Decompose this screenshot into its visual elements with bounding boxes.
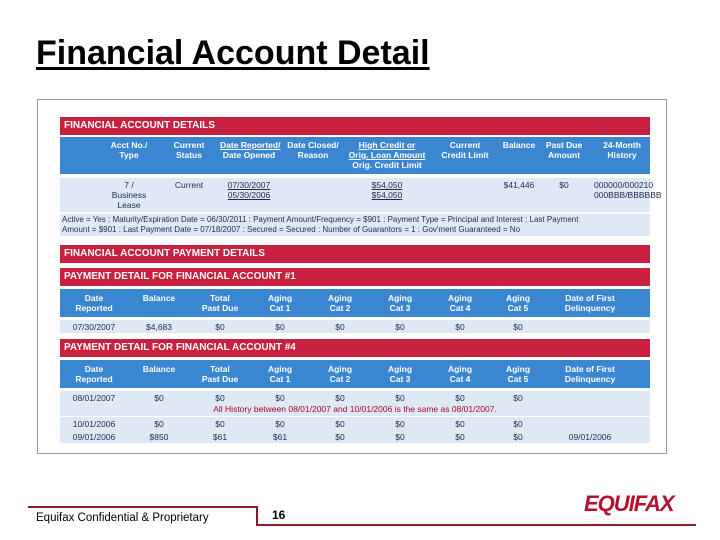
account-header-cell-8-line-1: History — [607, 150, 637, 160]
account4-header-cell-2-line-1: Past Due — [201, 374, 239, 384]
account4-header-cell-4-line-0: Aging — [327, 364, 353, 374]
account4-row-2-4 — [316, 432, 364, 442]
account-header-cell-4-line-1: Orig. Loan Amount — [348, 150, 426, 160]
account-header-cell-2-line-1: Date Opened — [222, 150, 276, 160]
account-row-cell-2-line-0: 07/30/2007 — [227, 180, 271, 190]
account1-row-0-7-line-0: $0 — [513, 322, 523, 332]
table-row — [60, 417, 650, 430]
account4-row-2-5 — [376, 432, 424, 442]
account4-row-2-2 — [188, 432, 252, 442]
footer-divider-vertical — [256, 506, 258, 526]
account4-row-2-1 — [132, 432, 186, 442]
account1-row-0-2-line-0: $0 — [215, 322, 225, 332]
account-row-cell-8-line-0: 000000/000210 — [594, 180, 654, 190]
account1-header-cell-5-line-0: Aging — [387, 293, 413, 303]
account4-row-1-7-line-0: $0 — [513, 419, 523, 429]
account-header-cell-1-line-1: Status — [176, 150, 202, 160]
account4-row-1-0 — [62, 419, 126, 429]
account1-band: PAYMENT DETAIL FOR FINANCIAL ACCOUNT #1 — [60, 268, 650, 286]
account1-row-0-4-line-0: $0 — [335, 322, 345, 332]
account4-row-2-6-line-0: $0 — [455, 432, 465, 442]
account4-row-0-2 — [188, 393, 252, 403]
report-frame — [37, 99, 667, 454]
account4-row-1-5 — [376, 419, 424, 429]
all-history-note: All History between 08/01/2007 and 10/01/2006 is the same as 08/01/2007. — [60, 404, 650, 416]
account1-header-cell-3-line-0: Aging — [267, 293, 293, 303]
account1-row-0-4 — [316, 322, 364, 332]
account4-header-cell-2-line-0: Total — [210, 364, 230, 374]
account-header-cell-8 — [594, 140, 650, 160]
account-row-cell-4-line-1: $54,050 — [371, 190, 403, 200]
account4-header-cell-0 — [62, 364, 126, 384]
account4-row-1-5-line-0: $0 — [395, 419, 405, 429]
account-header-cell-4-line-0: High Credit or — [358, 140, 416, 150]
account4-row-0-3-line-0: $0 — [275, 393, 285, 403]
account4-row-1-0-line-0: 10/01/2006 — [72, 419, 116, 429]
account4-row-0-1 — [132, 393, 186, 403]
account-header-cell-0 — [104, 140, 154, 160]
account1-row-0-5 — [376, 322, 424, 332]
account4-header — [60, 360, 650, 388]
account-header-cell-7-line-1: Amount — [547, 150, 581, 160]
account4-header-cell-8 — [548, 364, 632, 384]
account-row-cell-2 — [220, 180, 278, 200]
account1-header-cell-4-line-1: Cat 2 — [329, 303, 351, 313]
account4-header-cell-1 — [132, 364, 186, 374]
account-row-cell-1-line-0: Current — [174, 180, 204, 190]
account1-header-cell-7-line-0: Aging — [505, 293, 531, 303]
account1-row-0-0 — [62, 322, 126, 332]
account4-band: PAYMENT DETAIL FOR FINANCIAL ACCOUNT #4 — [60, 339, 650, 357]
account4-row-0-1-line-0: $0 — [154, 393, 164, 403]
account-header-cell-7-line-0: Past Due — [545, 140, 583, 150]
account1-row-0-5-line-0: $0 — [395, 322, 405, 332]
account-row-cell-6-line-0: $41,446 — [503, 180, 535, 190]
account-details-band: FINANCIAL ACCOUNT DETAILS — [60, 117, 650, 135]
account1-row-0-0-line-0: 07/30/2007 — [72, 322, 116, 332]
account1-row-0-2 — [188, 322, 252, 332]
account4-row-0-5 — [376, 393, 424, 403]
footer-divider — [28, 506, 256, 508]
account4-header-cell-5-line-1: Cat 3 — [389, 374, 411, 384]
account1-row-0-7 — [494, 322, 542, 332]
account4-header-cell-1-line-0: Balance — [142, 364, 176, 374]
account1-header-cell-3-line-1: Cat 1 — [269, 303, 291, 313]
account4-header-cell-5 — [376, 364, 424, 384]
account4-row-2-8-line-0: 09/01/2006 — [568, 432, 612, 442]
account4-row-0-7-line-0: $0 — [513, 393, 523, 403]
account-header-cell-5-line-0: Current — [449, 140, 481, 150]
account1-header-cell-4 — [316, 293, 364, 313]
account4-row-0-2-line-0: $0 — [215, 393, 225, 403]
account1-header-cell-8-line-0: Date of First — [565, 293, 615, 303]
account-row-cell-6 — [498, 180, 540, 190]
account1-header-cell-3 — [256, 293, 304, 313]
account-header-cell-3-line-0: Date Closed/ — [287, 140, 339, 150]
account-header-cell-7 — [542, 140, 586, 160]
account4-header-cell-7-line-1: Cat 5 — [507, 374, 529, 384]
account4-row-0-6 — [436, 393, 484, 403]
account4-row-0-7 — [494, 393, 542, 403]
account-row-cell-4 — [346, 180, 428, 200]
account4-row-2-3-line-0: $61 — [272, 432, 288, 442]
account4-row-2-6 — [436, 432, 484, 442]
account1-header-cell-2 — [188, 293, 252, 313]
account1-header-cell-6-line-1: Cat 4 — [449, 303, 471, 313]
account4-row-0-3 — [256, 393, 304, 403]
equifax-logo: EQUIFAX — [584, 491, 674, 516]
footer-text: Equifax Confidential & Proprietary — [36, 512, 209, 524]
account1-header-cell-2-line-1: Past Due — [201, 303, 239, 313]
note-line-1: Active = Yes : Maturity/Expiration Date = 06/30/2011 : Payment Amount/Frequency = $901 : Payment Type = Principal and Interest : Last Payment — [62, 215, 579, 224]
account1-row-0-1 — [132, 322, 186, 332]
account4-row-0-4 — [316, 393, 364, 403]
table-row — [60, 391, 650, 404]
account4-header-cell-5-line-0: Aging — [387, 364, 413, 374]
account4-header-cell-0-line-1: Reported — [75, 374, 113, 384]
account1-header-cell-0 — [62, 293, 126, 313]
account-row-cell-4-line-0: $54,050 — [371, 180, 403, 190]
account4-header-cell-6-line-1: Cat 4 — [449, 374, 471, 384]
account4-header-cell-3 — [256, 364, 304, 384]
account4-header-cell-7 — [494, 364, 542, 384]
account-header-cell-3-line-1: Reason — [297, 150, 329, 160]
account-header-cell-1 — [164, 140, 214, 160]
account4-row-2-2-line-0: $61 — [212, 432, 228, 442]
account4-row-2-1-line-0: $850 — [149, 432, 169, 442]
account1-header-cell-8 — [548, 293, 632, 313]
account4-row-2-8 — [548, 432, 632, 442]
account-header-cell-0-line-1: Type — [119, 150, 139, 160]
account4-row-1-6 — [436, 419, 484, 429]
account-header-cell-4-line-2: Orig. Credit Limit — [352, 160, 422, 170]
account-header-cell-5-line-1: Credit Limit — [441, 150, 489, 160]
account-header-cell-4 — [346, 140, 428, 170]
account4-row-1-3-line-0: $0 — [275, 419, 285, 429]
account4-row-0-6-line-0: $0 — [455, 393, 465, 403]
account4-row-1-1 — [132, 419, 186, 429]
account4-row-1-3 — [256, 419, 304, 429]
account4-header-cell-7-line-0: Aging — [505, 364, 531, 374]
account-header-cell-8-line-0: 24-Month — [603, 140, 641, 150]
account4-row-1-4 — [316, 419, 364, 429]
account1-header-cell-7-line-1: Cat 5 — [507, 303, 529, 313]
account1-header — [60, 289, 650, 317]
account1-header-cell-5-line-1: Cat 3 — [389, 303, 411, 313]
account-row-cell-1 — [164, 180, 214, 190]
account1-header-cell-7 — [494, 293, 542, 313]
account1-row-0-6-line-0: $0 — [455, 322, 465, 332]
account1-header-cell-0-line-1: Reported — [75, 303, 113, 313]
account1-row-0-6 — [436, 322, 484, 332]
account4-row-0-5-line-0: $0 — [395, 393, 405, 403]
slide-title: Financial Account Detail — [36, 34, 430, 72]
account-row-cell-2-line-1: 05/30/2006 — [227, 190, 271, 200]
account4-row-2-5-line-0: $0 — [395, 432, 405, 442]
account4-row-0-0 — [62, 393, 126, 403]
account4-row-2-0 — [62, 432, 126, 442]
account-row-cell-8 — [594, 180, 662, 200]
account4-row-1-7 — [494, 419, 542, 429]
account-row-cell-0-line-2: Lease — [117, 200, 141, 210]
account-header-cell-1-line-0: Current — [173, 140, 205, 150]
account-header-cell-6-line-0: Balance — [502, 140, 536, 150]
table-row — [60, 430, 650, 443]
account4-row-1-1-line-0: $0 — [154, 419, 164, 429]
account4-header-cell-3-line-0: Aging — [267, 364, 293, 374]
account4-row-1-6-line-0: $0 — [455, 419, 465, 429]
account1-header-cell-8-line-1: Delinquency — [564, 303, 616, 313]
account-row-cell-0-line-0: 7 / — [124, 180, 134, 190]
account1-header-cell-6-line-0: Aging — [447, 293, 473, 303]
account4-row-1-2 — [188, 419, 252, 429]
footer-divider-lower — [256, 524, 696, 526]
account-details-header — [60, 137, 650, 174]
account4-row-2-0-line-0: 09/01/2006 — [72, 432, 116, 442]
account-details-row — [60, 178, 662, 212]
account-header-cell-6 — [498, 140, 540, 150]
account1-header-cell-6 — [436, 293, 484, 313]
account4-header-cell-6 — [436, 364, 484, 384]
account-header-cell-2 — [220, 140, 281, 160]
account4-row-1-4-line-0: $0 — [335, 419, 345, 429]
account4-header-cell-8-line-1: Delinquency — [564, 374, 616, 384]
account1-row-0-3-line-0: $0 — [275, 322, 285, 332]
account-details-note — [60, 214, 650, 236]
account4-row-2-7-line-0: $0 — [513, 432, 523, 442]
account-row-cell-7-line-0: $0 — [559, 180, 569, 190]
account4-header-cell-6-line-0: Aging — [447, 364, 473, 374]
account4-header-cell-4 — [316, 364, 364, 384]
page-number: 16 — [272, 508, 286, 522]
payment-details-band: FINANCIAL ACCOUNT PAYMENT DETAILS — [60, 245, 650, 263]
account-header-cell-2-line-0: Date Reported/ — [220, 140, 281, 150]
account-row-cell-0-line-1: Business — [111, 190, 147, 200]
table-row — [60, 320, 650, 333]
account1-header-cell-1 — [132, 293, 186, 303]
account4-row-2-3 — [256, 432, 304, 442]
account1-row-0-1-line-0: $4,683 — [146, 322, 172, 332]
account4-header-cell-4-line-1: Cat 2 — [329, 374, 351, 384]
account4-row-0-4-line-0: $0 — [335, 393, 345, 403]
account4-row-1-2-line-0: $0 — [215, 419, 225, 429]
account-header-cell-5 — [434, 140, 496, 160]
account4-header-cell-2 — [188, 364, 252, 384]
account4-row-2-7 — [494, 432, 542, 442]
account-header-cell-3 — [284, 140, 342, 160]
account-row-cell-0 — [104, 180, 154, 210]
account4-header-cell-0-line-0: Date — [84, 364, 104, 374]
account-header-cell-0-line-0: Acct No./ — [110, 140, 148, 150]
account1-row-0-3 — [256, 322, 304, 332]
account4-header-cell-8-line-0: Date of First — [565, 364, 615, 374]
account-row-cell-7 — [542, 180, 586, 190]
account4-row-2-4-line-0: $0 — [335, 432, 345, 442]
account1-header-cell-2-line-0: Total — [210, 293, 230, 303]
account1-header-cell-5 — [376, 293, 424, 313]
note-line-2: Amount = $901 : Last Payment Date = 07/18/2007 : Secured = Secured : Number of Guarantors = 1 : Gov'ment Guaranteed = No — [62, 225, 521, 234]
account4-row-0-0-line-0: 08/01/2007 — [72, 393, 116, 403]
account-row-cell-8-line-1: 000BBB/BBBBBB — [594, 190, 662, 200]
account1-header-cell-1-line-0: Balance — [142, 293, 176, 303]
account1-header-cell-0-line-0: Date — [84, 293, 104, 303]
account1-header-cell-4-line-0: Aging — [327, 293, 353, 303]
account4-header-cell-3-line-1: Cat 1 — [269, 374, 291, 384]
